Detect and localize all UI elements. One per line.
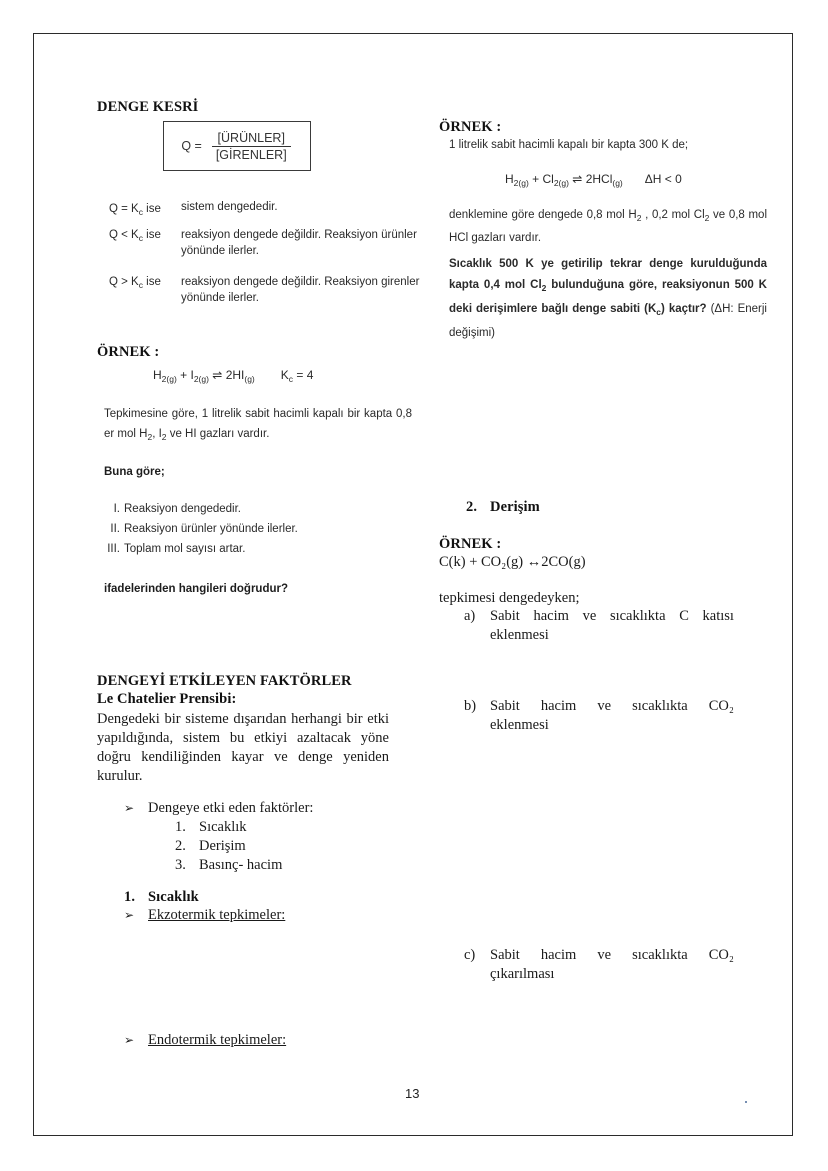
- condition-lhs: $Q > K_c$ ise: [109, 276, 161, 290]
- example2-question: Sıcaklık 500 K ye getirilip tekrar denge kurulduğunda kapta 0,4 mol $Cl_2$ bulunduğuna göre, reaksiyonun 500 K deki derişimlere bağlı denge sabiti $(K_c)$ kaçtır? (ΔH: Enerji değişimi): [449, 258, 767, 339]
- statement-item: I. Reaksiyon dengededir.: [113, 503, 241, 515]
- example2-paragraph: denklemine göre dengede 0,8 mol $H_2$ , 0,2 mol $Cl_2$ ve 0,8 mol HCl gazları vardır.: [449, 209, 768, 244]
- example3-item-a: a) Sabit hacim ve sıcaklıkta C katısı eklenmesi: [464, 608, 734, 643]
- condition-lhs: $Q < K_c$ ise: [109, 229, 161, 243]
- section2-title: 2. Derişim: [466, 499, 540, 515]
- condition-row: [109, 272, 429, 306]
- example1-equation: $H_{2(g)} + I_{2(g)}$ ⇌ $2HI_{(g)}$ $K_c = 4$: [153, 368, 314, 384]
- example3-intro: tepkimesi dengedeyken;: [439, 590, 580, 606]
- example2-equation: $H_{2(g)} + Cl_{2(g)}$ ⇌ 2HCl$_{(g)}$ ΔH < 0: [505, 172, 682, 188]
- condition-text: sistem dengededir.: [181, 201, 278, 213]
- example1-prompt: Buna göre;: [104, 466, 165, 478]
- example3-equation: C(k) + CO₂(g) ↔2CO(g): [439, 554, 586, 570]
- le-chatelier-subtitle: Le Chatelier Prensibi:: [97, 691, 237, 707]
- q-formula-lhs: Q =: [181, 139, 202, 153]
- example-heading: ÖRNEK :: [439, 536, 502, 552]
- example2-intro: 1 litrelik sabit hacimli kapalı bir kapta 300 K de;: [449, 139, 689, 151]
- factor-item: 1. Sıcaklık: [175, 819, 247, 835]
- q-formula-numerator: [ÜRÜNLER]: [212, 131, 291, 147]
- arrow-bullet-icon: ➢: [124, 908, 135, 922]
- statement-list: [100, 503, 298, 563]
- le-chatelier-paragraph: Dengedeki bir sisteme dışarıdan herhangi bir etki yapıldığında, sistem bu etkiyi azaltacak yöne doğru kendiliğinden kayar ve denge yeniden kurulur.: [97, 711, 389, 784]
- statement-item: III. Toplam mol sayısı artar.: [107, 543, 246, 555]
- page-number: 13: [405, 1086, 420, 1101]
- factor-list: [175, 818, 282, 875]
- arrow-bullet-icon: ➢: [124, 801, 135, 815]
- condition-text: reaksiyon dengede değildir. Reaksiyon ürünler yönünde ilerler.: [181, 229, 417, 257]
- section-title-factors: DENGEYİ ETKİLEYEN FAKTÖRLER: [97, 673, 352, 689]
- condition-lhs: $Q = K_c$ ise: [109, 203, 161, 217]
- endothermic-bullet: ➢ Endotermik tepkimeler:: [124, 1032, 287, 1048]
- example1-paragraph: Tepkimesine göre, 1 litrelik sabit hacimli kapalı bir kapta 0,8 er mol $H_2$, $I_2$ ve HI gazları vardır.: [104, 408, 412, 442]
- factor-item: 3. Basınç- hacim: [175, 857, 283, 873]
- statement-item: II. Reaksiyon ürünler yönünde ilerler.: [110, 523, 298, 535]
- example-heading: ÖRNEK :: [439, 119, 502, 135]
- example1-question: ifadelerinden hangileri doğrudur?: [104, 583, 289, 595]
- section1-title: 1. Sıcaklık: [124, 889, 199, 905]
- example3-item-c: c) Sabit hacim ve sıcaklıkta CO₂ çıkarılması: [464, 947, 734, 982]
- example3-item-b: b) Sabit hacim ve sıcaklıkta CO₂ eklenmesi: [464, 698, 734, 733]
- exothermic-bullet: ➢ Ekzotermik tepkimeler:: [124, 907, 286, 923]
- condition-row: [109, 199, 429, 222]
- section-title-denge-kesri: DENGE KESRİ: [97, 99, 199, 115]
- q-formula-fraction: [210, 131, 293, 162]
- q-formula-denominator: [GİRENLER]: [215, 147, 287, 162]
- decorative-dot: [745, 1101, 747, 1103]
- condition-row: [109, 225, 429, 259]
- example-heading: ÖRNEK :: [97, 344, 160, 360]
- condition-text: reaksiyon dengede değildir. Reaksiyon girenler yönünde ilerler.: [181, 276, 420, 304]
- arrow-bullet-icon: ➢: [124, 1033, 135, 1047]
- q-formula-box: [163, 121, 311, 171]
- factor-item: 2. Derişim: [175, 838, 246, 854]
- factors-bullet: ➢ Dengeye etki eden faktörler:: [124, 800, 314, 816]
